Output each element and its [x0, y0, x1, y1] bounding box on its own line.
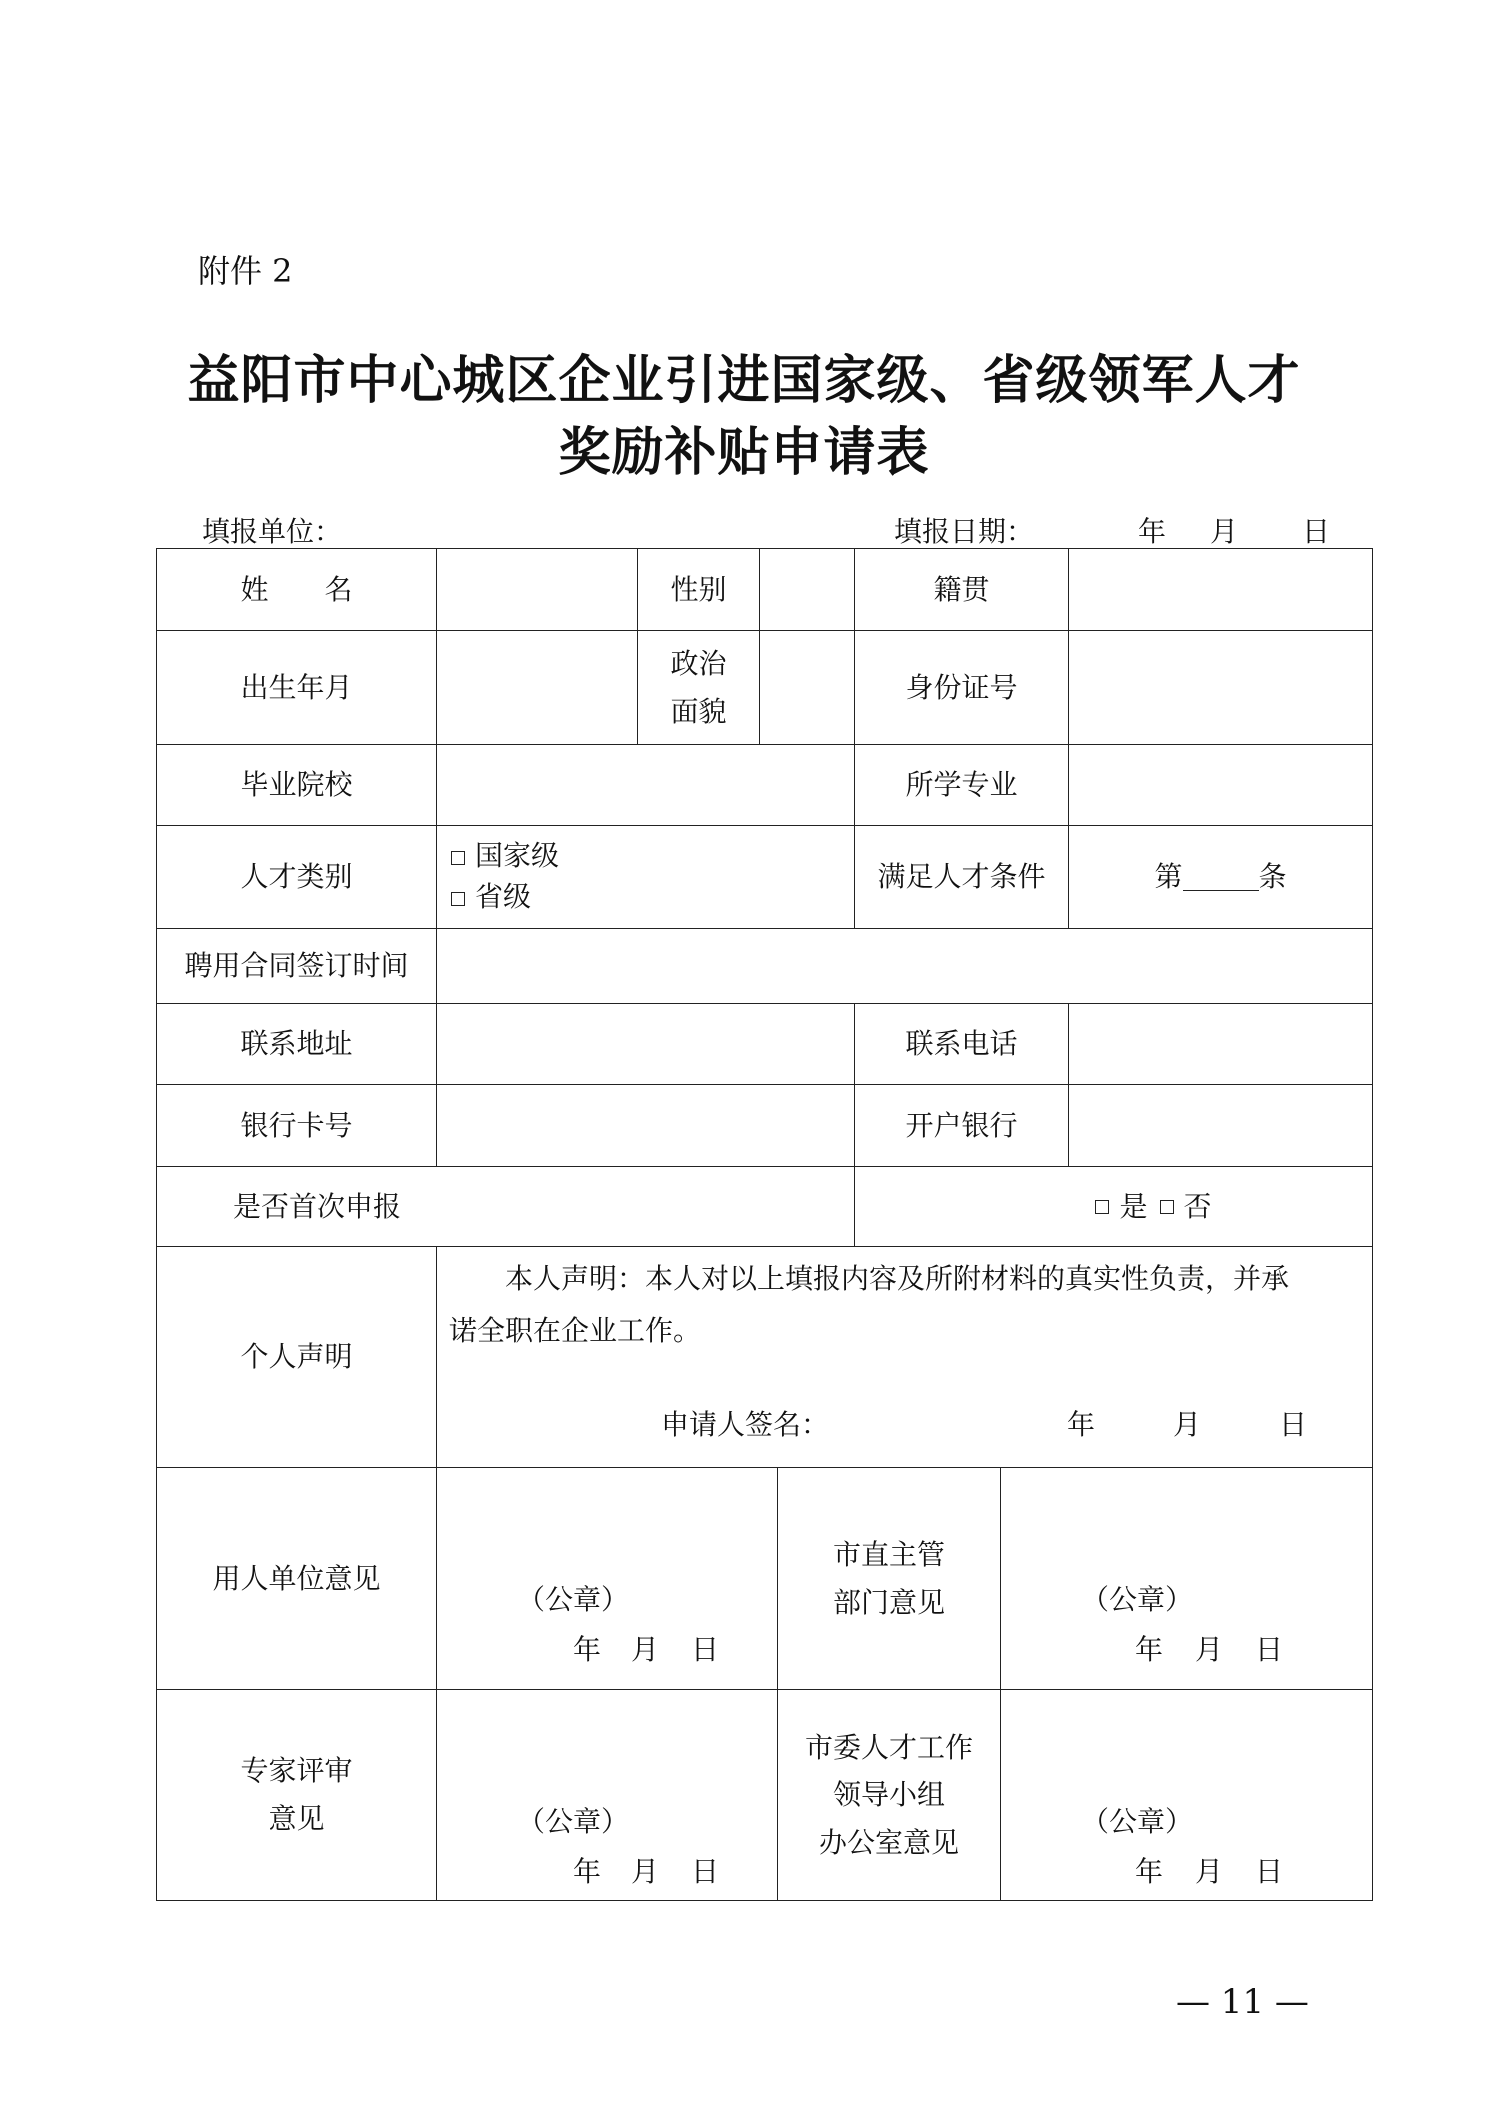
label-id: 身份证号: [854, 630, 1069, 745]
day-label: 日: [691, 1855, 720, 1888]
signature-month: 月: [1173, 1408, 1202, 1441]
field-category: [436, 825, 855, 929]
attachment-label: 附件 2: [198, 252, 293, 290]
field-bank-card[interactable]: [436, 1084, 855, 1167]
clause-number-blank[interactable]: [1183, 864, 1259, 891]
signature-day: 日: [1279, 1408, 1308, 1441]
field-first-apply: [854, 1166, 1373, 1247]
field-id[interactable]: [1068, 630, 1373, 745]
month-label: 月: [1195, 1633, 1224, 1666]
year-label: 年: [1135, 1633, 1164, 1666]
fill-day: 日: [1302, 515, 1331, 548]
label-declaration: 个人声明: [156, 1246, 437, 1468]
label-dept: [777, 1467, 1001, 1690]
year-label: 年: [573, 1633, 602, 1666]
clause-prefix: 第: [1154, 860, 1183, 894]
label-expert-2: 意见: [268, 1802, 325, 1835]
declaration-text-2: 诺全职在企业工作。: [449, 1314, 702, 1347]
option-no-label: 否: [1183, 1189, 1212, 1223]
label-dept-1: 市直主管: [832, 1537, 945, 1571]
field-school[interactable]: [436, 744, 855, 826]
fill-year: 年: [1138, 515, 1167, 548]
fill-month: 月: [1210, 515, 1239, 548]
label-major: 所学专业: [854, 744, 1069, 826]
field-political[interactable]: [759, 630, 855, 745]
employer-opinion[interactable]: [436, 1467, 778, 1690]
month-label: 月: [631, 1633, 660, 1666]
title-line-2: 奖励补贴申请表: [558, 422, 930, 483]
signature-label: 申请人签名：: [661, 1408, 830, 1441]
day-label: 日: [691, 1633, 720, 1666]
signature-year: 年: [1067, 1408, 1096, 1441]
label-dept-2: 部门意见: [832, 1585, 945, 1619]
field-native[interactable]: [1068, 548, 1373, 631]
field-phone[interactable]: [1068, 1003, 1373, 1085]
day-label: 日: [1255, 1855, 1284, 1888]
label-gender: 性别: [637, 548, 760, 631]
label-phone: 联系电话: [854, 1003, 1069, 1085]
checkbox-yes-icon[interactable]: [1095, 1200, 1109, 1214]
option-national-label: 国家级: [475, 839, 560, 873]
field-birth[interactable]: [436, 630, 638, 745]
label-bank: 开户银行: [854, 1084, 1069, 1167]
seal-label: （公章）: [1081, 1805, 1194, 1838]
label-birth: 出生年月: [156, 630, 437, 745]
label-expert-1: 专家评审: [240, 1754, 353, 1788]
declaration-cell: [436, 1246, 1373, 1468]
label-category: 人才类别: [156, 825, 437, 929]
label-office-2: 领导小组: [832, 1778, 945, 1812]
label-office-1: 市委人才工作: [804, 1730, 973, 1764]
seal-label: （公章）: [1081, 1583, 1194, 1616]
label-office: [777, 1689, 1001, 1901]
option-yes-label: 是: [1119, 1189, 1148, 1223]
label-name: 姓 名: [156, 548, 437, 631]
fill-unit-label: 填报单位：: [202, 515, 343, 548]
field-bank[interactable]: [1068, 1084, 1373, 1167]
declaration-text-1: 本人声明：本人对以上填报内容及所附材料的真实性负责，并承: [505, 1262, 1290, 1295]
label-office-3: 办公室意见: [818, 1825, 959, 1859]
fill-date-label: 填报日期：: [894, 515, 1035, 548]
field-major[interactable]: [1068, 744, 1373, 826]
label-address: 联系地址: [156, 1003, 437, 1085]
office-opinion[interactable]: [1000, 1689, 1373, 1901]
label-native: 籍贯: [854, 548, 1069, 631]
label-bank-card: 银行卡号: [156, 1084, 437, 1167]
label-contract: 聘用合同签订时间: [156, 928, 437, 1004]
label-political: [637, 630, 760, 745]
field-gender[interactable]: [759, 548, 855, 631]
checkbox-no-icon[interactable]: [1160, 1200, 1174, 1214]
year-label: 年: [1135, 1855, 1164, 1888]
label-political-2: 面貌: [670, 694, 727, 728]
field-address[interactable]: [436, 1003, 855, 1085]
dept-opinion[interactable]: [1000, 1467, 1373, 1690]
year-label: 年: [573, 1855, 602, 1888]
label-expert: [156, 1689, 437, 1901]
seal-label: （公章）: [517, 1805, 630, 1838]
title-line-1: 益阳市中心城区企业引进国家级、省级领军人才: [187, 350, 1301, 411]
month-label: 月: [631, 1855, 660, 1888]
field-name[interactable]: [436, 548, 638, 631]
label-school: 毕业院校: [156, 744, 437, 826]
label-first-apply: 是否首次申报: [156, 1166, 855, 1247]
option-provincial[interactable]: [451, 877, 531, 918]
day-label: 日: [1255, 1633, 1284, 1666]
label-political-1: 政治: [670, 646, 727, 680]
label-condition: 满足人才条件: [854, 825, 1069, 929]
field-contract[interactable]: [436, 928, 1373, 1004]
expert-opinion[interactable]: [436, 1689, 778, 1901]
page-number: — 11 —: [1176, 1982, 1309, 2022]
field-condition: [1068, 825, 1373, 929]
seal-label: （公章）: [517, 1583, 630, 1616]
checkbox-icon[interactable]: [451, 892, 465, 906]
clause-suffix: 条: [1258, 860, 1287, 894]
label-employer: 用人单位意见: [156, 1467, 437, 1690]
option-provincial-label: 省级: [475, 880, 532, 913]
month-label: 月: [1195, 1855, 1224, 1888]
checkbox-icon[interactable]: [451, 851, 465, 865]
option-national[interactable]: [451, 836, 559, 877]
